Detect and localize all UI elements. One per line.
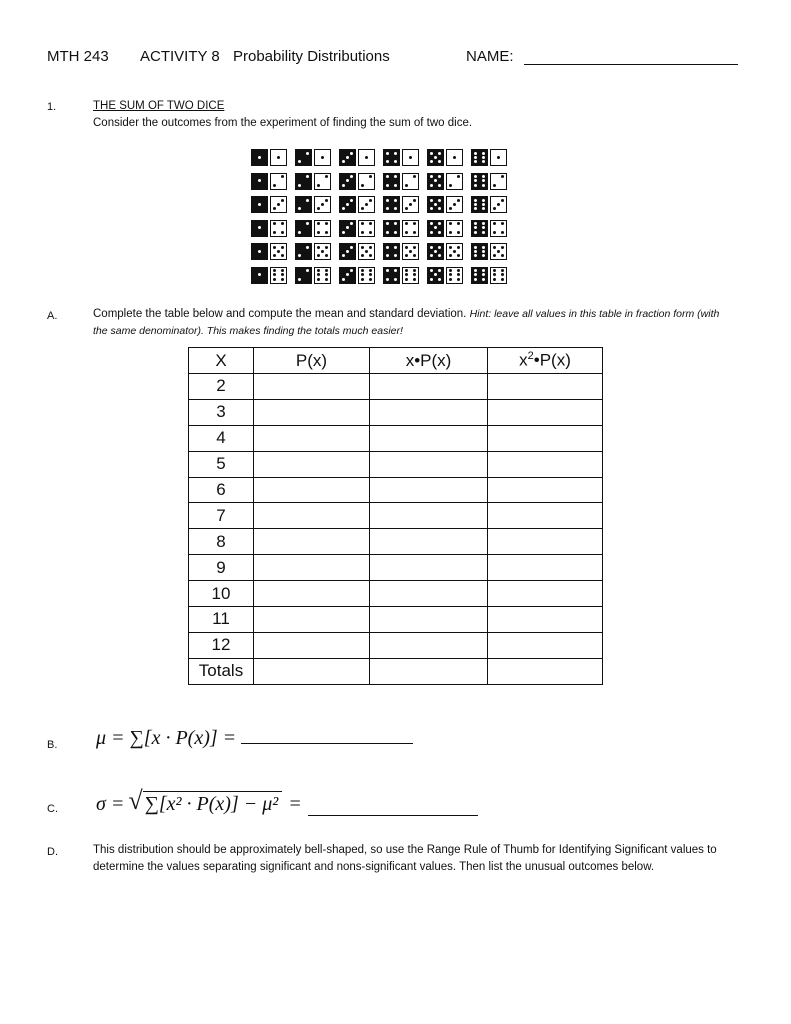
black-die-6 <box>471 149 488 166</box>
x2-px-cell[interactable] <box>488 374 603 400</box>
black-die-5 <box>427 267 444 284</box>
x-value-cell: 6 <box>189 477 254 503</box>
dice-pair <box>251 149 295 173</box>
dice-pair <box>339 243 383 267</box>
table-row <box>189 607 603 633</box>
px-cell[interactable] <box>254 477 370 503</box>
dice-pair <box>471 267 515 291</box>
black-die-5 <box>427 243 444 260</box>
white-die-6 <box>270 267 287 284</box>
table-row <box>189 529 603 555</box>
black-die-2 <box>295 267 312 284</box>
white-die-6 <box>358 267 375 284</box>
white-die-2 <box>490 173 507 190</box>
x-value-cell: 11 <box>189 607 254 633</box>
x2-px-cell[interactable] <box>488 555 603 581</box>
dice-pair <box>339 149 383 173</box>
black-die-4 <box>383 220 400 237</box>
white-die-6 <box>446 267 463 284</box>
x-px-cell[interactable] <box>370 425 488 451</box>
white-die-5 <box>358 243 375 260</box>
white-die-1 <box>446 149 463 166</box>
black-die-1 <box>251 243 268 260</box>
white-die-2 <box>314 173 331 190</box>
x-value-cell: 3 <box>189 399 254 425</box>
dice-pair <box>427 243 471 267</box>
black-die-1 <box>251 149 268 166</box>
dice-pair <box>295 196 339 220</box>
black-die-3 <box>339 243 356 260</box>
table-row <box>189 399 603 425</box>
px-cell[interactable] <box>254 581 370 607</box>
table-row <box>189 477 603 503</box>
x-value-cell: 8 <box>189 529 254 555</box>
black-die-5 <box>427 220 444 237</box>
white-die-1 <box>270 149 287 166</box>
course-code: MTH 243 <box>47 48 109 65</box>
dice-pair <box>427 220 471 244</box>
white-die-1 <box>314 149 331 166</box>
x2-px-cell[interactable] <box>488 632 603 658</box>
black-die-1 <box>251 267 268 284</box>
dice-pair <box>427 173 471 197</box>
black-die-6 <box>471 196 488 213</box>
black-die-3 <box>339 267 356 284</box>
dice-pair <box>383 267 427 291</box>
x2-px-cell[interactable] <box>488 607 603 633</box>
table-header-row <box>189 348 603 374</box>
white-die-5 <box>402 243 419 260</box>
px-cell[interactable] <box>254 503 370 529</box>
white-die-4 <box>270 220 287 237</box>
dice-pair <box>251 243 295 267</box>
dice-pair <box>427 196 471 220</box>
black-die-3 <box>339 220 356 237</box>
white-die-3 <box>402 196 419 213</box>
dice-pair <box>295 267 339 291</box>
x-px-cell[interactable] <box>370 477 488 503</box>
black-die-6 <box>471 220 488 237</box>
part-d-letter: D. <box>47 846 58 858</box>
px-cell[interactable] <box>254 399 370 425</box>
white-die-6 <box>314 267 331 284</box>
x2-px-cell[interactable] <box>488 503 603 529</box>
total-px-cell[interactable] <box>254 658 370 684</box>
totals-label: Totals <box>189 658 254 684</box>
dice-pair <box>295 149 339 173</box>
white-die-1 <box>490 149 507 166</box>
x2-px-cell[interactable] <box>488 529 603 555</box>
header-x-px: x•P(x) <box>370 348 488 374</box>
dice-pair <box>427 267 471 291</box>
black-die-3 <box>339 149 356 166</box>
header-x2-px: $x^2•P(x)$ <box>488 348 603 374</box>
white-die-2 <box>402 173 419 190</box>
white-die-6 <box>490 267 507 284</box>
table-row <box>189 581 603 607</box>
white-die-3 <box>446 196 463 213</box>
dice-pair <box>471 173 515 197</box>
white-die-4 <box>490 220 507 237</box>
black-die-4 <box>383 149 400 166</box>
part-a-text: Complete the table below and compute the mean and standard deviation. <box>93 308 467 320</box>
x2-px-cell[interactable] <box>488 425 603 451</box>
x2-px-cell[interactable] <box>488 477 603 503</box>
table-row <box>189 451 603 477</box>
table-row <box>189 555 603 581</box>
px-cell[interactable] <box>254 529 370 555</box>
x2-px-cell[interactable] <box>488 399 603 425</box>
x-value-cell: 10 <box>189 581 254 607</box>
dice-pair <box>383 220 427 244</box>
name-blank-line <box>524 64 738 65</box>
dice-outcomes-grid <box>251 149 515 290</box>
dice-pair <box>471 149 515 173</box>
total-x2-px-cell[interactable] <box>488 658 603 684</box>
sd-formula-sigma: σ = <box>96 793 125 815</box>
black-die-5 <box>427 149 444 166</box>
probability-table <box>188 347 603 685</box>
part-b-letter: B. <box>47 739 58 751</box>
activity-topic: Probability Distributions <box>233 48 390 65</box>
x-px-cell[interactable] <box>370 374 488 400</box>
section-title: THE SUM OF TWO DICE <box>93 100 225 112</box>
dice-pair <box>251 196 295 220</box>
px-cell[interactable] <box>254 425 370 451</box>
sqrt-icon: √ <box>128 786 143 815</box>
dice-pair <box>295 220 339 244</box>
white-die-5 <box>314 243 331 260</box>
black-die-2 <box>295 173 312 190</box>
dice-pair <box>251 173 295 197</box>
x-px-cell[interactable] <box>370 529 488 555</box>
x-px-cell[interactable] <box>370 632 488 658</box>
sd-formula-eq: = <box>288 793 302 815</box>
white-die-3 <box>314 196 331 213</box>
dice-pair <box>339 220 383 244</box>
black-die-4 <box>383 196 400 213</box>
part-a-letter: A. <box>47 310 58 322</box>
x-value-cell: 7 <box>189 503 254 529</box>
x2-px-cell[interactable] <box>488 581 603 607</box>
black-die-4 <box>383 243 400 260</box>
totals-row <box>189 658 603 684</box>
px-cell[interactable] <box>254 607 370 633</box>
dice-pair <box>339 196 383 220</box>
mean-answer-blank[interactable] <box>241 743 413 744</box>
black-die-2 <box>295 220 312 237</box>
x2-px-cell[interactable] <box>488 451 603 477</box>
x-px-cell[interactable] <box>370 399 488 425</box>
dice-pair <box>383 173 427 197</box>
name-label: NAME: <box>466 48 514 65</box>
x-px-cell[interactable] <box>370 581 488 607</box>
white-die-4 <box>446 220 463 237</box>
x-px-cell[interactable] <box>370 555 488 581</box>
x-value-cell: 2 <box>189 374 254 400</box>
part-d-text: This distribution should be approximately bell-shaped, so use the Range Rule of Thumb for Identifying Significant values to determine the values separating significant and nons-significant values. Then list the unusual outcomes below. <box>93 844 717 873</box>
white-die-2 <box>446 173 463 190</box>
dice-pair <box>383 196 427 220</box>
header-px: P(x) <box>254 348 370 374</box>
part-a-instructions <box>93 306 733 340</box>
x-value-cell: 9 <box>189 555 254 581</box>
x-px-cell[interactable] <box>370 503 488 529</box>
dice-pair <box>295 173 339 197</box>
dice-pair <box>339 173 383 197</box>
black-die-4 <box>383 267 400 284</box>
section-intro: Consider the outcomes from the experiment of finding the sum of two dice. <box>93 117 473 129</box>
black-die-2 <box>295 243 312 260</box>
white-die-2 <box>270 173 287 190</box>
x-value-cell: 4 <box>189 425 254 451</box>
white-die-2 <box>358 173 375 190</box>
white-die-3 <box>358 196 375 213</box>
black-die-1 <box>251 220 268 237</box>
dice-pair <box>471 196 515 220</box>
table-row <box>189 374 603 400</box>
table-row <box>189 632 603 658</box>
x-px-cell[interactable] <box>370 607 488 633</box>
white-die-1 <box>402 149 419 166</box>
black-die-6 <box>471 243 488 260</box>
px-cell[interactable] <box>254 632 370 658</box>
white-die-5 <box>490 243 507 260</box>
table-row <box>189 503 603 529</box>
sd-formula-radicand: ∑[x² · P(x)] − μ² <box>143 791 283 816</box>
black-die-1 <box>251 196 268 213</box>
white-die-6 <box>402 267 419 284</box>
white-die-4 <box>358 220 375 237</box>
sd-formula <box>96 786 478 816</box>
mean-formula <box>96 727 413 750</box>
white-die-4 <box>314 220 331 237</box>
header-x: X <box>189 348 254 374</box>
black-die-4 <box>383 173 400 190</box>
sd-answer-blank[interactable] <box>308 815 478 816</box>
white-die-5 <box>270 243 287 260</box>
total-x-px-cell[interactable] <box>370 658 488 684</box>
dice-pair <box>471 220 515 244</box>
mean-formula-text: μ = ∑[x · P(x)] = <box>96 727 237 749</box>
dice-pair <box>251 267 295 291</box>
black-die-5 <box>427 196 444 213</box>
px-cell[interactable] <box>254 451 370 477</box>
black-die-5 <box>427 173 444 190</box>
dice-pair <box>383 149 427 173</box>
section-number: 1. <box>47 101 57 113</box>
black-die-6 <box>471 173 488 190</box>
x-px-cell[interactable] <box>370 451 488 477</box>
part-c-letter: C. <box>47 803 58 815</box>
white-die-3 <box>490 196 507 213</box>
dice-pair <box>339 267 383 291</box>
black-die-3 <box>339 196 356 213</box>
part-a-hint: Hint: leave all values in this table in fraction form (with the same denominator). This makes finding the totals much easier! <box>93 308 720 337</box>
x-value-cell: 5 <box>189 451 254 477</box>
black-die-3 <box>339 173 356 190</box>
dice-pair <box>427 149 471 173</box>
dice-pair <box>383 243 427 267</box>
dice-pair <box>251 220 295 244</box>
dice-pair <box>471 243 515 267</box>
white-die-1 <box>358 149 375 166</box>
px-cell[interactable] <box>254 555 370 581</box>
px-cell[interactable] <box>254 374 370 400</box>
black-die-2 <box>295 196 312 213</box>
black-die-2 <box>295 149 312 166</box>
black-die-6 <box>471 267 488 284</box>
white-die-4 <box>402 220 419 237</box>
table-row <box>189 425 603 451</box>
white-die-5 <box>446 243 463 260</box>
activity-number: ACTIVITY 8 <box>140 48 220 65</box>
white-die-3 <box>270 196 287 213</box>
x-value-cell: 12 <box>189 632 254 658</box>
dice-pair <box>295 243 339 267</box>
black-die-1 <box>251 173 268 190</box>
